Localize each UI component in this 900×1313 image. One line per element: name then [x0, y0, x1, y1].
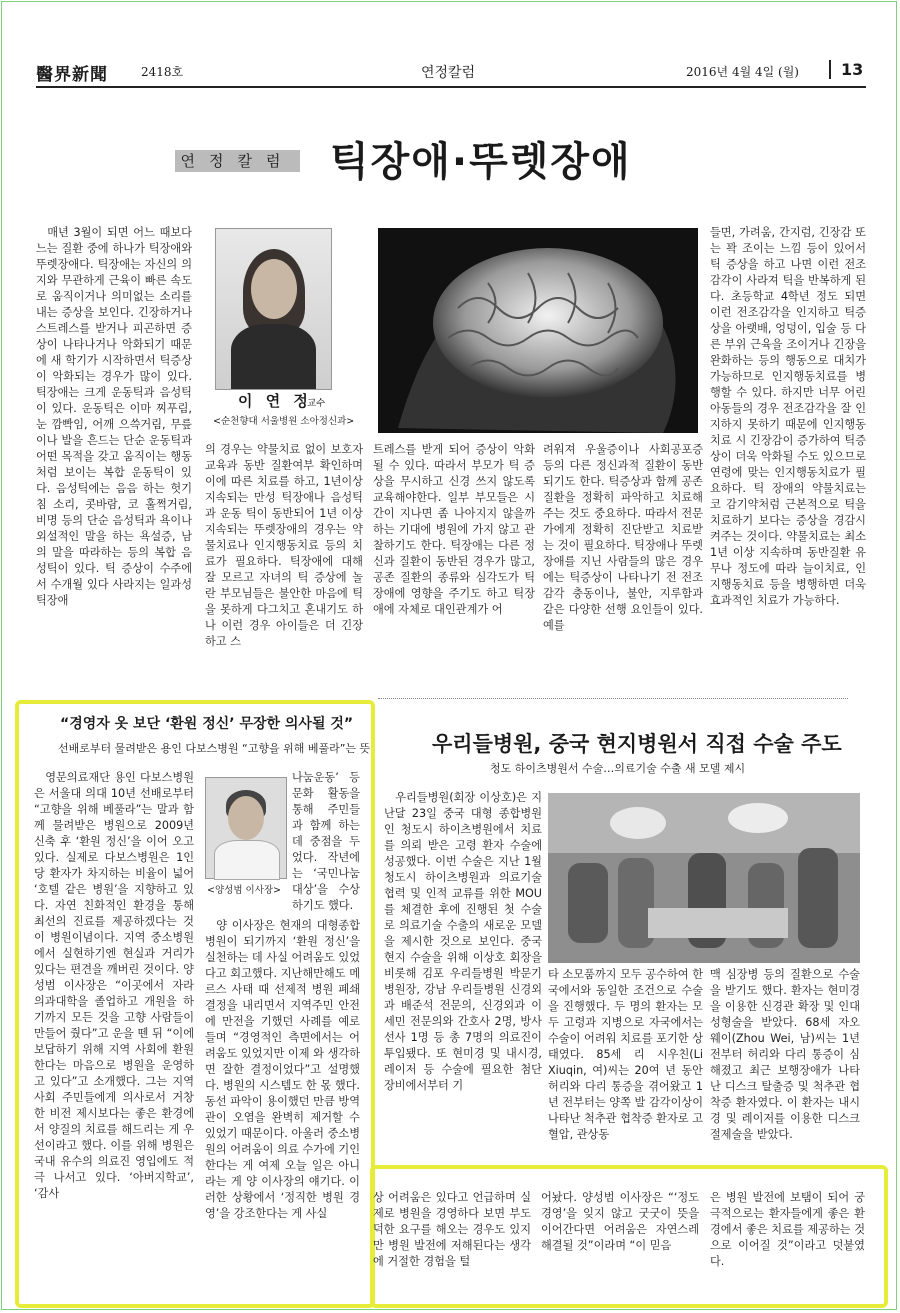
- section-name: 연정칼럼: [421, 65, 476, 81]
- column-text-col1: 매년 3월이 되면 어느 때보다 느는 질환 중에 하나가 틱장애와 뚜렛장애다. 틱장애는 자신의 의지와 무관하게 근육이 빠른 속도로 움직이거나 의미없는 소리를 내는 증상을 보인다. 긴장하거나 스트레스를 받거나 피곤하면 증상이 나타나거나 악화되기 때문에 새 학기가 시작하면서 틱증상이 악화되는 경우가 많이 있다. 틱장애는 크게 운동틱과 음성틱이 있다. 운동틱은 이마 찌푸림, 눈 깜빡임, 어깨 으쓱거림, 무릎이나 발을 흔드는 단순 운동틱과 어떤 목적을 갖고 움직이는 행동처럼 보이는 복합 운동틱이 있다. 음성틱에는 음음 하는 헛기침 소리, 콧바람, 코 훌쩍거림, 비명 등의 단순 음성틱과 욕이나 외설적인 말을 하는 욕설증, 남의 말을 따라하는 등의 복합 음성틱이 있다. 틱 증상이 수주에서 수개월 있다 사라지는 일과성 틱장애: [36, 226, 192, 607]
- article2-col3: 맥 심장병 등의 질환으로 수술을 받기도 했다. 환자는 현미경을 이용한 신경관 확장 및 인대성형술을 받았다. 68세 자오 웨이(Zhou Wei, 남)씨는 1년 전부터 허리와 다리 통증이 심해졌고 최근 보행장애가 나타난 디스크 탈출증 및 척추관 협착증 환자였다. 이 환자는 내시경 및 레이저를 이용한 디스크 절제술을 받았다.: [710, 968, 860, 1141]
- masthead: 醫界新聞: [36, 65, 108, 85]
- coat-shape: [214, 840, 280, 880]
- page-header: [36, 60, 866, 84]
- header-rule: [36, 86, 866, 88]
- column-title: 틱장애·뚜렛장애: [330, 139, 632, 185]
- page-number: 13: [829, 60, 863, 79]
- column-text-col3: 트레스를 받게 되어 증상이 악화될 수 있다. 따라서 부모가 틱 증상을 무시하고 신경 쓰지 않도록 교육해야한다. 일부 부모들은 시간이 지나면 좀 나아지지 않을까하는 기대에 병원에 가지 않고 관찰하기도 한다. 틱장애는 다른 정신과 질환이 동반된 경우가 많고, 공존 질환의 종류와 심각도가 틱장애에 영향을 주기도 하고 틱장애에 자체로 대인관계가 어: [373, 443, 535, 616]
- author-name: 이 연 정: [238, 392, 312, 410]
- article1-title: “경영자 옷 보단 ‘환원 정신’ 무장한 의사될 것”: [60, 716, 354, 732]
- author-role: 교수: [307, 398, 326, 409]
- article1-photo: [205, 777, 287, 879]
- section-divider: [378, 698, 848, 699]
- article1-col2: 양 이사장은 현재의 대형종합병원이 되기까지 ‘환원 정신’을 실천하는 데 사실 어려움도 있었다고 회고했다. 지난해만해도 메르스 사태 때 선제적 병원 폐쇄 결정을 내리면서 지역주민 안전에 만전을 기했던 사례를 예로 들며 “경영적인 측면에서는 어려움도 있었지만 이제 와 생각하면 잘한 결정이었다”고 설명했다. 병원의 시스템도 한 몫 했다. 동선 파악이 용이했던 만큼 방역관이 오염을 완벽히 제거할 수 있었기 때문이다. 아울러 중소병원의 어려움이 의료 수가에 기인한다는 게 여제 오늘 일은 아니라는 게 양 이사장의 얘기다. 이러한 상황에서 ‘정직한 병원 경영’을 강조한다는 게 사실: [205, 919, 360, 1220]
- column-text-col4: 려워져 우울증이나 사회공포증 등의 다른 정신과적 질환이 동반되기도 한다. 틱증상과 함께 공존질환을 정확히 파악하고 치료해주는 것도 중요하다. 따라서 전문가에게 정확히 진단받고 치료받는 것이 필요하다. 틱장애나 뚜렛장애를 지닌 사람들의 많은 경우에는 틱증상이 나타나기 전 전조감각 충동이나, 불안, 지루함과 같은 다양한 선행 요인들이 있다. 예를: [543, 443, 703, 632]
- brain-illustration: [378, 228, 698, 433]
- article1-cont3: 은 병원 발전에 보탬이 되어 궁극적으로는 환자들에게 좋은 환경에서 좋은 치료를 제공하는 것으로 이어질 것”이라고 덧붙였다.: [710, 1191, 865, 1268]
- author-photo: [215, 228, 332, 390]
- article2-col2: 타 소모품까지 모두 공수하여 한국에서와 동일한 조건으로 수술을 진행했다. 두 명의 환자는 모두 고령과 지병으로 자국에서는 수술이 어려워 치료를 포기한 상태였다. 85세 리 시우친(Li Xiuqin, 여)씨는 20여 년 동안 허리와 다리 통증을 겪어왔고 1년 전부터는 양쪽 발 감각이상이 나타난 척추관 협착증 환자로 고혈압, 관상동: [548, 968, 703, 1141]
- face-shape-2: [228, 796, 264, 840]
- issue-number: 2418호: [141, 65, 184, 79]
- article2-title: 우리들병원, 중국 현지병원서 직접 수술 주도: [432, 732, 842, 756]
- article2-col1: 우리들병원(회장 이상호)은 지난달 23일 중국 대형 종합병원인 청도시 하이츠병원에서 치료를 의뢰 받은 고령 환자 수술에 성공했다. 이번 수술은 지난 1월 청도시 하이츠병원과 의료기술 협력 및 인적 교류를 위한 MOU를 체결한 후에 진행된 첫 수술로 의료기술 수출의 새로운 모델을 제시한 것으로 보인다. 중국 현지 수술을 위해 이상호 회장을 비롯해 김포 우리들병원 박문기 병원장, 강남 우리들병원 신경외과 배준석 전문의, 신경외과 이세민 전문의와 간호사 2명, 방사선사 1명 등 총 7명의 의료진이 투입됐다. 또 현미경 및 내시경, 레이저 등 수술에 필요한 첨단 장비에서부터 기: [384, 791, 542, 1092]
- article1-subtitle: 선배로부터 물려받은 용인 다보스병원 “고향을 위해 베풀라”는 뜻: [58, 742, 371, 755]
- column-text-col5: 들면, 가려움, 간지럼, 긴장감 또는 꽉 조이는 느낌 등이 있어서 틱 증상을 하고 나면 이런 전조감각이 사라져 틱을 반복하게 된다. 초등학교 4학년 정도 되면 이런 전조감각을 인지하고 틱증상을 아랫배, 엉덩이, 입술 등 다른 부위 근육을 조이거나 긴장을 완화하는 등의 행동으로 대치가 가능하므로 인지행동치료를 병행할 수 있다. 하지만 너무 어린 아동들의 경우 전조감각을 잘 인지하지 못하기 때문에 인지행동 치료 시 긴장감이 증가하여 틱증상이 더욱 악화될 수도 있으므로 연령에 맞는 인지행동치료가 필요하다. 틱 장애의 약물치료는 코 감기약처럼 근본적으로 틱을 치료하기 보다는 증상을 경감시켜주는 것이다. 약물치료는 최소 1년 이상 지속하며 동반질환 유무나 정도에 따라 늘이치료, 인지행동치료 등을 병행하면 더욱 효과적인 치료가 가능하다.: [710, 226, 866, 607]
- surgery-photo: [548, 793, 860, 963]
- issue-date: 2016년 4월 4일 (월): [686, 65, 799, 79]
- body-shape: [231, 324, 316, 389]
- column-kicker: 연정칼럼: [175, 150, 300, 172]
- column-text-col2: 의 경우는 약물치료 없이 보호자 교육과 동반 질환여부 확인하며 이에 따른 치료를 하고, 1년이상 지속되는 만성 틱장애나 음성틱과 운동 틱이 동반되어 1년 이상 지속되는 뚜렛장애의 경우는 약물치료나 인지행동치료 등의 치료가 필요하다. 틱장애에 대해 잘 모르고 자녀의 틱 증상에 놀란 부모님들은 불안한 마음에 틱을 못하게 다그치고 혼내기도 하나 이런 경우 아이들은 더 긴장하고 스: [205, 443, 363, 648]
- article2-subtitle: 청도 하이츠병원서 수술…의료기술 수출 새 모델 제시: [490, 762, 746, 775]
- article1-col2a: 나눔운동’ 등 문화 활동을 통해 주민들과 함께 하는 데 중점을 두었다. 작년에는 ‘국민나눔대상’을 수상하기도 했다.: [292, 771, 360, 912]
- face-shape: [251, 259, 297, 319]
- article1-cont1: 상 어려움은 있다고 언급하며 실제로 병원을 경영하다 보면 부도덕한 요구를 해오는 경우도 있지만 병원 발전에 저해된다는 생각에 거절한 경험을 털: [373, 1191, 531, 1268]
- article1-cont2: 어놨다. 양성범 이사장은 “‘정도 경영’을 잊지 않고 굿굿이 뜻을 이어간다면 어려움은 자연스레 해결될 것”이라며 “이 믿음: [541, 1191, 699, 1252]
- author-affiliation: <순천향대 서울병원 소아정신과>: [213, 416, 355, 427]
- article1-col1: 영문의료재단 용인 다보스병원은 서울대 의대 10년 선배로부터 “고향을 위해 베풀라”는 말과 함께 물려받은 병원으로 2009년 신축 후 ‘환원 정신’을 이어 오고 있다. 실제로 다보스병원은 1인 당 환자가 차지하는 비율이 넓어 ‘호텔 같은 병원’을 지향하고 있다. 자연 친화적인 환경을 통해 최선의 진료를 제공하겠다는 것이 병원이념이다. 지역 중소병원에서 실현하기엔 현실과 거리가 있다는 편견을 깨버린 것이다. 양성범 이사장은 “이곳에서 자라 의과대학을 졸업하고 개원을 하기까지 모든 것을 고향 사람들이 만들어 줬다”고 운을 뗀 뒤 “이에 보답하기 위해 지역 사회에 환원한다는 마음으로 병원을 운영하고 있다”고 소개했다. 그는 지역사회 주민들에게 의사로서 거창한 비전 제시보다는 좋은 환경에서 양질의 치료를 해드리는 게 우선이라고 했다. 이를 위해 병원은 국내 유수의 의료진 영입에도 적극 나서고 있다. ‘아버지학교’, ‘감사: [34, 771, 194, 1200]
- article1-photo-caption: <양성범 이사장>: [207, 885, 282, 896]
